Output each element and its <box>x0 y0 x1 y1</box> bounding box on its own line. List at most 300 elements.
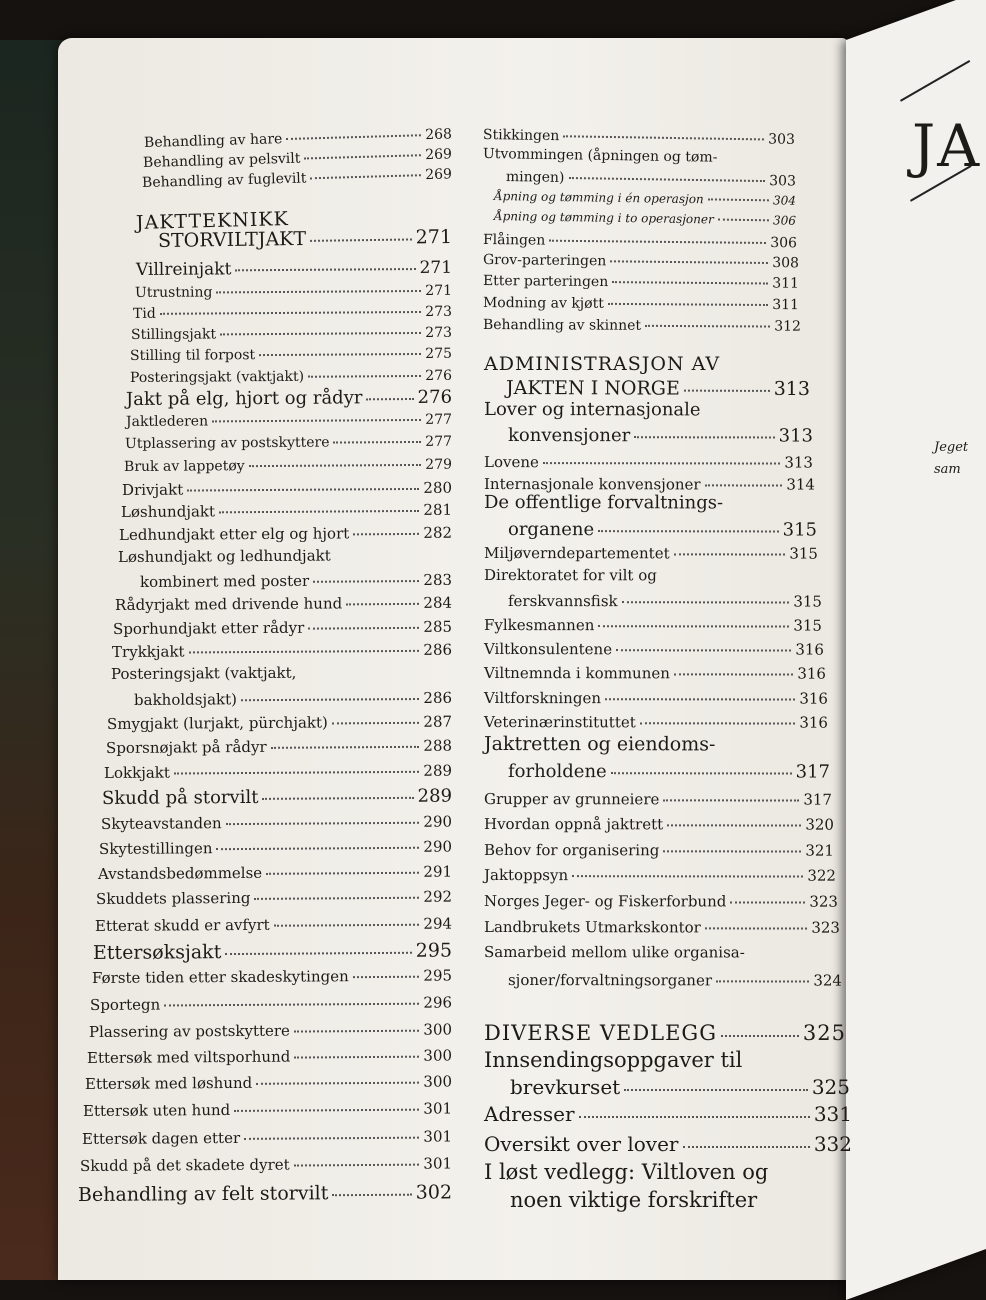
toc-entry <box>510 1074 850 1099</box>
dot-leader <box>598 514 778 533</box>
entry-page-number: 314 <box>786 475 816 494</box>
entry-title: Utrustning <box>134 284 213 301</box>
entry-title: Lokkjakt <box>103 763 170 782</box>
dot-leader <box>674 539 786 555</box>
dot-leader <box>220 319 421 335</box>
entry-title: Ettersøk uten hund <box>82 1100 231 1120</box>
toc-entry <box>484 1048 784 1072</box>
entry-title: Jaktretten og eiendoms- <box>483 733 716 756</box>
toc-entry <box>125 431 452 452</box>
toc-entry <box>85 1070 452 1092</box>
dot-leader <box>164 989 419 1006</box>
dot-leader <box>616 635 791 651</box>
entry-title: Oversikt over lover <box>484 1132 679 1156</box>
toc-entry <box>508 517 817 541</box>
entry-page-number: 315 <box>793 591 823 611</box>
entry-page-number: 325 <box>811 1075 850 1099</box>
entry-page-number: 312 <box>774 318 802 335</box>
toc-entry <box>82 1125 452 1147</box>
entry-title: Adresser <box>484 1102 575 1126</box>
entry-title: Utvommingen (åpningen og tøm- <box>482 146 718 166</box>
entry-page-number: 273 <box>425 303 453 320</box>
entry-page-number: 301 <box>423 1098 453 1118</box>
entry-page-number: 286 <box>423 688 453 707</box>
toc-entry <box>89 1018 452 1040</box>
toc-entry <box>90 991 452 1013</box>
entry-page-number: 300 <box>423 1019 453 1039</box>
entry-title: Samarbeid mellom ulike organisa- <box>483 943 745 962</box>
entry-page-number: 316 <box>799 713 829 732</box>
entry-title: Stikkingen <box>482 126 560 144</box>
entry-title: Behandling av pelsvilt <box>142 150 301 171</box>
entry-page-number: 315 <box>782 519 818 541</box>
entry-title: Sporsnøjakt på rådyr <box>105 737 267 757</box>
dot-leader <box>730 887 805 903</box>
dot-leader <box>225 935 412 955</box>
entry-title: Åpning og tømming i to operasjoner <box>493 208 714 227</box>
dot-leader <box>308 362 421 377</box>
entry-page-number: 332 <box>813 1132 852 1156</box>
toc-entry <box>95 913 452 935</box>
dot-leader <box>705 913 808 929</box>
dot-leader <box>579 1098 810 1118</box>
entry-title: Villreinjakt <box>135 259 232 281</box>
entry-page-number: 303 <box>768 131 796 148</box>
entry-page-number: 269 <box>424 145 453 163</box>
entry-title: Ettersøksjakt <box>92 941 222 965</box>
entry-page-number: 277 <box>425 411 453 428</box>
dot-leader <box>568 164 765 182</box>
entry-title: Stilling til forpost <box>129 346 256 364</box>
dot-leader <box>266 858 419 875</box>
dot-leader <box>718 208 769 222</box>
dot-leader <box>353 519 419 535</box>
entry-title: Behandling av felt storvilt <box>77 1182 329 1207</box>
toc-entry <box>111 663 452 683</box>
dot-leader <box>332 708 420 724</box>
toc-entry <box>484 916 840 936</box>
toc-entry <box>510 1188 810 1212</box>
entry-title: Behandling av hare <box>143 130 283 151</box>
toc-entry <box>80 1152 452 1174</box>
entry-title: Behandling av skinnet <box>482 316 642 334</box>
dot-leader <box>234 1095 419 1112</box>
dot-leader <box>640 708 796 724</box>
dot-leader <box>611 756 792 775</box>
next-page-text: Jeget <box>934 440 969 455</box>
toc-entry <box>483 314 801 334</box>
dot-leader <box>294 1042 419 1058</box>
dot-leader <box>667 810 801 826</box>
entry-page-number: 313 <box>784 453 814 472</box>
entry-page-number: 276 <box>417 386 453 409</box>
entry-page-number: 289 <box>423 761 453 780</box>
entry-title: Sporhundjakt etter rådyr <box>112 618 305 638</box>
toc-entry <box>126 409 452 430</box>
dot-leader <box>663 836 801 852</box>
dot-leader <box>274 910 420 927</box>
toc-entry <box>93 937 452 964</box>
entry-title: Etterat skudd er avfyrt <box>94 915 270 935</box>
entry-page-number: 269 <box>424 165 453 183</box>
entry-title: Grov-parteringen <box>482 251 607 269</box>
dot-leader <box>304 141 421 159</box>
dot-leader <box>310 221 412 242</box>
entry-title: Flåingen <box>482 231 546 249</box>
toc-entry <box>484 890 838 910</box>
toc-entry <box>484 943 784 962</box>
entry-page-number: 302 <box>415 1181 453 1204</box>
toc-entry <box>484 1101 852 1126</box>
entry-title: Første tiden etter skadeskytingen <box>91 966 349 987</box>
entry-page-number: 311 <box>772 275 800 292</box>
dot-leader <box>684 373 770 392</box>
dot-leader <box>572 861 803 877</box>
toc-entry <box>121 499 452 521</box>
toc-entry <box>484 492 764 513</box>
toc-entry <box>98 861 452 883</box>
entry-page-number: 280 <box>423 478 453 497</box>
section-heading: JAKTTEKNIKK <box>135 208 290 234</box>
toc-entry <box>484 399 784 421</box>
entry-page-number: 287 <box>423 712 453 731</box>
entry-title: kombinert med poster <box>139 571 310 591</box>
entry-page-number: 316 <box>799 689 829 708</box>
dot-leader <box>663 785 799 801</box>
entry-title: Modning av kjøtt <box>482 294 604 312</box>
toc-entry <box>119 522 452 544</box>
toc-entry <box>115 592 452 614</box>
entry-page-number: 324 <box>813 971 843 990</box>
entry-title: Åpning og tømming i én operasjon <box>493 188 704 207</box>
entry-page-number: 320 <box>805 815 835 834</box>
entry-title: Skudd på storvilt <box>101 787 259 810</box>
dot-leader <box>188 636 419 653</box>
entry-title: Direktoratet for vilt og <box>483 566 657 585</box>
dot-leader <box>212 406 421 422</box>
entry-title: Stillingsjakt <box>130 325 217 343</box>
entry-title: forholdene <box>507 761 607 783</box>
dot-leader <box>721 1016 799 1037</box>
dot-leader <box>674 659 793 675</box>
entry-page-number: 290 <box>423 837 453 856</box>
entry-page-number: 271 <box>415 225 453 249</box>
toc-entry <box>78 1179 452 1206</box>
entry-title: Posteringsjakt (vaktjakt) <box>129 368 305 386</box>
entry-title: Jakt på elg, hjort og rådyr <box>125 387 363 411</box>
entry-page-number: 289 <box>417 785 453 807</box>
entry-title: Plassering av postskyttere <box>88 1021 290 1041</box>
dot-leader <box>608 290 769 306</box>
entry-title: Bruk av lappetøy <box>123 457 245 475</box>
entry-title: Internasjonale konvensjoner <box>483 474 701 493</box>
entry-title: Veterinærinstituttet <box>483 712 636 731</box>
entry-page-number: 294 <box>423 914 453 933</box>
entry-title: Hvordan oppnå jaktrett <box>483 814 664 833</box>
entry-title: Landbrukets Utmarkskontor <box>483 917 701 936</box>
entry-title: Fylkesmannen <box>483 615 595 634</box>
dot-leader <box>716 966 809 982</box>
toc-entry <box>484 813 834 833</box>
entry-title: Utplassering av postskyttere <box>124 434 330 452</box>
entry-title: brevkurset <box>510 1075 621 1099</box>
toc-entry <box>113 616 452 638</box>
toc-entry <box>124 454 452 475</box>
entry-page-number: 323 <box>811 918 841 937</box>
toc-entry <box>118 546 452 566</box>
toc-entry <box>484 542 818 562</box>
dot-leader <box>612 268 768 284</box>
toc-entry <box>484 711 828 731</box>
entry-page-number: 321 <box>805 841 835 860</box>
entry-title: Trykkjakt <box>111 641 185 661</box>
toc-entry <box>83 1097 452 1119</box>
entry-page-number: 284 <box>423 593 453 612</box>
dot-leader <box>598 611 789 627</box>
toc-entry <box>484 687 828 707</box>
entry-title: Jaktoppsyn <box>483 865 569 884</box>
entry-page-number: 304 <box>772 193 797 208</box>
toc-entry <box>130 343 452 364</box>
entry-page-number: 331 <box>813 1102 852 1126</box>
entry-page-number: 316 <box>795 640 825 659</box>
dot-leader <box>310 161 421 179</box>
toc-entry <box>102 784 452 810</box>
entry-title: Viltnemnda i kommunen <box>483 663 670 682</box>
toc-entry <box>87 1044 452 1066</box>
dot-leader <box>244 1123 419 1140</box>
entry-title: Løshundjakt <box>120 501 216 521</box>
entry-title: Behov for organisering <box>483 840 660 859</box>
entry-title: Løshundjakt og ledhundjakt <box>117 546 331 566</box>
entry-page-number: 316 <box>797 664 827 683</box>
entry-page-number: 323 <box>809 892 839 911</box>
entry-page-number: 271 <box>419 258 453 279</box>
toc-entry <box>484 1131 852 1156</box>
entry-page-number: 273 <box>425 324 453 341</box>
entry-page-number: 275 <box>425 345 453 362</box>
dot-leader <box>219 496 419 513</box>
entry-page-number: 306 <box>772 213 797 228</box>
entry-title: Skuddets plassering <box>95 888 251 908</box>
entry-page-number: 288 <box>423 736 453 755</box>
entry-page-number: 268 <box>424 125 453 143</box>
dot-leader <box>294 1016 420 1032</box>
dot-leader <box>216 833 419 850</box>
toc-entry <box>96 886 452 908</box>
section-heading-row <box>484 1019 846 1045</box>
entry-title: organene <box>507 519 595 541</box>
entry-title: mingen) <box>505 168 565 186</box>
entry-title: I løst vedlegg: Viltloven og <box>484 1160 769 1184</box>
toc-entry <box>101 811 452 833</box>
section-heading-row <box>158 224 452 252</box>
dot-leader <box>254 883 419 900</box>
entry-title: Sportegn <box>89 995 161 1014</box>
entry-title: Lover og internasjonale <box>483 399 701 421</box>
entry-title: Ettersøk dagen etter <box>81 1128 241 1148</box>
entry-page-number: 301 <box>423 1126 453 1146</box>
entry-title: sjoner/forvaltningsorganer <box>507 970 713 989</box>
entry-title: Behandling av fuglevilt <box>141 170 307 191</box>
entry-page-number: 315 <box>793 616 823 635</box>
entry-title: Viltforskningen <box>483 688 602 707</box>
entry-title: noen viktige forskrifter <box>510 1188 758 1212</box>
entry-title: DIVERSE VEDLEGG <box>484 1020 717 1045</box>
toc-entry <box>484 1160 804 1184</box>
dot-leader <box>174 757 420 774</box>
dot-leader <box>333 428 421 443</box>
toc-entry <box>140 569 452 591</box>
dot-leader <box>605 684 795 700</box>
toc-entry <box>99 836 452 858</box>
toc-entry <box>484 864 836 884</box>
dot-leader <box>313 566 419 582</box>
entry-page-number: 282 <box>423 523 453 542</box>
section-heading-row <box>506 375 810 400</box>
dot-leader <box>645 312 770 327</box>
toc-entry <box>508 590 822 610</box>
toc-entry <box>484 451 813 471</box>
toc-entry <box>484 839 834 859</box>
toc-entry <box>508 969 842 989</box>
toc-entry <box>484 473 815 493</box>
entry-page-number: 313 <box>778 425 814 447</box>
toc-entry <box>484 788 832 808</box>
toc-entry <box>92 964 452 986</box>
entry-page-number: 290 <box>423 812 453 831</box>
toc-entry <box>484 566 784 585</box>
dot-leader <box>226 808 420 825</box>
dot-leader <box>708 187 770 201</box>
dot-leader <box>187 474 419 491</box>
toc-entry <box>106 735 452 757</box>
dot-leader <box>286 121 421 139</box>
dot-leader <box>249 451 422 467</box>
dot-leader <box>634 420 774 438</box>
entry-title: JAKTEN I NORGE <box>505 377 680 400</box>
entry-page-number: 295 <box>415 939 453 962</box>
entry-title: Drivjakt <box>121 480 184 499</box>
entry-page-number: 300 <box>423 1071 453 1091</box>
dot-leader <box>549 227 766 244</box>
dot-leader <box>622 587 790 603</box>
entry-title: Ettersøk med løshund <box>84 1073 253 1093</box>
toc-entry <box>483 292 799 313</box>
entry-page-number: 317 <box>803 790 833 809</box>
entry-page-number: 281 <box>423 500 453 519</box>
entry-title: Avstandsbedømmelse <box>97 863 263 883</box>
toc-entry <box>134 687 452 709</box>
entry-title: bakholdsjakt) <box>133 689 238 709</box>
toc-entry <box>483 270 799 291</box>
next-page-text: sam <box>934 462 961 477</box>
next-page-title: JA <box>912 112 982 180</box>
toc-entry <box>484 733 784 756</box>
dot-leader <box>259 340 421 356</box>
dot-leader <box>308 613 419 629</box>
entry-title: Innsendingsoppgaver til <box>484 1048 743 1072</box>
toc-entry <box>484 614 822 634</box>
entry-page-number: 311 <box>772 296 800 313</box>
entry-title: Ledhundjakt etter elg og hjort <box>118 523 350 544</box>
dot-leader <box>160 298 422 314</box>
entry-page-number: 296 <box>423 992 453 1012</box>
toc-entry <box>508 423 813 447</box>
entry-title: Grupper av grunneiere <box>483 789 660 808</box>
dot-leader <box>624 1071 808 1091</box>
entry-page-number: 286 <box>423 640 453 659</box>
entry-page-number: 295 <box>423 965 453 985</box>
entry-page-number: 291 <box>423 862 453 881</box>
dot-leader <box>705 470 783 486</box>
entry-title: Lovene <box>483 452 539 471</box>
dot-leader <box>366 382 413 401</box>
entry-page-number: 306 <box>770 234 798 251</box>
dot-leader <box>262 781 413 800</box>
dot-leader <box>271 732 420 749</box>
entry-page-number: 283 <box>423 570 453 589</box>
dot-leader <box>235 253 415 272</box>
dot-leader <box>683 1128 810 1148</box>
entry-title: Rådyrjakt med drivende hund <box>114 593 343 614</box>
toc-entry <box>484 638 824 658</box>
entry-title: Norges Jeger- og Fiskerforbund <box>483 891 727 910</box>
entry-title: De offentlige forvaltnings- <box>483 492 724 514</box>
entry-title: Tid <box>132 305 156 322</box>
dot-leader <box>256 1068 419 1085</box>
entry-title: Skyteavstanden <box>100 813 222 833</box>
toc-entry <box>104 760 452 782</box>
entry-page-number: 317 <box>795 761 831 783</box>
entry-title: ferskvannsfisk <box>507 591 618 610</box>
entry-page-number: 325 <box>802 1020 846 1045</box>
dot-leader <box>346 589 419 605</box>
entry-page-number: 292 <box>423 887 453 906</box>
entry-page-number: 276 <box>425 367 453 384</box>
entry-title: Jaktlederen <box>125 413 209 430</box>
entry-page-number: 285 <box>423 617 453 636</box>
dot-leader <box>563 122 764 140</box>
entry-title: Viltkonsulentene <box>483 639 613 658</box>
entry-title: Miljøverndepartementet <box>483 543 670 562</box>
entry-page-number: 315 <box>789 544 819 563</box>
entry-page-number: 308 <box>772 254 800 271</box>
toc-entry <box>484 662 826 682</box>
toc-entry <box>107 711 452 733</box>
toc-entry <box>508 759 830 783</box>
entry-page-number: 303 <box>769 172 797 190</box>
entry-title: Ettersøk med viltsporhund <box>86 1047 291 1067</box>
dot-leader <box>543 448 780 464</box>
entry-page-number: 277 <box>425 433 453 450</box>
entry-title: Smygjakt (lurjakt, pürchjakt) <box>106 712 328 733</box>
entry-title: Posteringsjakt (vaktjakt, <box>110 663 297 683</box>
entry-page-number: 271 <box>425 282 453 299</box>
entry-title: STORVILTJAKT <box>157 228 307 253</box>
entry-page-number: 301 <box>423 1153 453 1173</box>
entry-title: Skudd på det skadete dyret <box>79 1155 290 1175</box>
entry-title: Etter parteringen <box>482 272 609 290</box>
entry-title: konvensjoner <box>507 425 631 447</box>
dot-leader <box>294 1150 420 1166</box>
entry-page-number: 279 <box>425 456 453 473</box>
dot-leader <box>216 277 421 293</box>
dot-leader <box>610 247 768 263</box>
entry-page-number: 300 <box>423 1045 453 1065</box>
entry-page-number: 313 <box>773 378 811 401</box>
dot-leader <box>332 1177 412 1197</box>
